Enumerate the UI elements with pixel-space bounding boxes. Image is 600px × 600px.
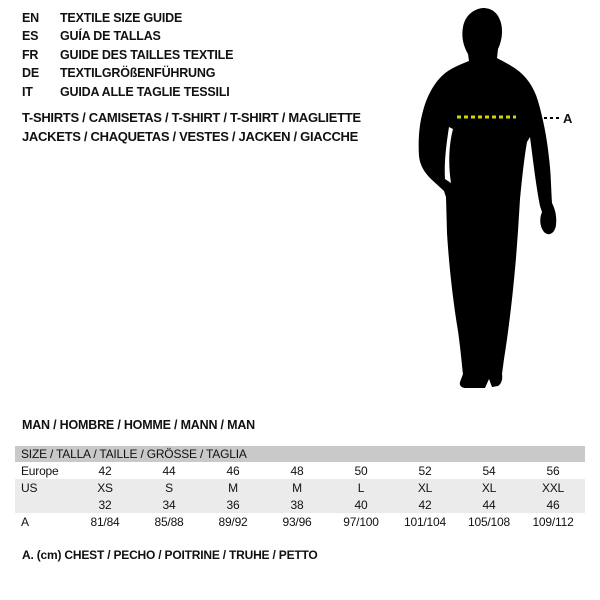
- table-cell: M: [201, 479, 265, 496]
- man-figure: [400, 0, 600, 410]
- table-cell: 56: [546, 463, 560, 478]
- table-cell: 40: [329, 496, 393, 513]
- table-cell: 42: [98, 463, 112, 478]
- category-line-tshirts: T-SHIRTS / CAMISETAS / T-SHIRT / T-SHIRT / MAGLIETTE: [22, 110, 361, 125]
- row-label: Europe: [21, 463, 59, 478]
- size-table: [15, 446, 585, 530]
- table-cell: 32: [73, 496, 137, 513]
- lang-code: DE: [22, 66, 39, 81]
- table-cell: 46: [226, 463, 240, 478]
- table-cell: XL: [393, 479, 457, 496]
- section-title-man: MAN / HOMBRE / HOMME / MANN / MAN: [22, 418, 255, 432]
- table-cell: 93/96: [282, 514, 312, 529]
- lang-text: GUIDE DES TAILLES TEXTILE: [60, 47, 234, 62]
- table-cell: 34: [137, 496, 201, 513]
- table-cell: 50: [354, 463, 368, 478]
- lang-text: GUIDA ALLE TAGLIE TESSILI: [60, 84, 230, 99]
- table-cell: 44: [162, 463, 176, 478]
- row-label: A: [21, 514, 29, 529]
- lang-row-it: [22, 83, 233, 101]
- measurement-footnote: A. (cm) CHEST / PECHO / POITRINE / TRUHE / PETTO: [22, 548, 318, 562]
- table-row-us: [15, 479, 585, 496]
- lang-code: IT: [22, 84, 33, 99]
- table-cell: 105/108: [468, 514, 510, 529]
- size-table-header: SIZE / TALLA / TAILLE / GRÖSSE / TAGLIA: [15, 446, 585, 462]
- table-cell: 109/112: [532, 514, 574, 529]
- table-cell: L: [329, 479, 393, 496]
- table-row-alt-size: [15, 496, 585, 513]
- table-cell: 97/100: [343, 514, 379, 529]
- table-cell: 52: [418, 463, 432, 478]
- lang-row-fr: [22, 46, 233, 64]
- lang-row-es: [22, 27, 233, 45]
- lang-text: TEXTILE SIZE GUIDE: [60, 11, 183, 25]
- lang-text: GUÍA DE TALLAS: [60, 29, 161, 44]
- table-cell: XXL: [521, 479, 585, 496]
- row-label: [15, 496, 73, 513]
- man-silhouette: [419, 8, 557, 388]
- table-cell: XL: [457, 479, 521, 496]
- table-cell: 48: [290, 463, 304, 478]
- table-cell: 81/84: [90, 514, 120, 529]
- lang-text: TEXTILGRÖßENFÜHRUNG: [60, 66, 216, 81]
- table-cell: 46: [521, 496, 585, 513]
- garment-categories: [22, 109, 361, 146]
- table-cell: 54: [482, 463, 496, 478]
- lang-code: FR: [22, 47, 39, 62]
- table-row-europe: [15, 462, 585, 479]
- language-list: [22, 9, 233, 101]
- table-cell: M: [265, 479, 329, 496]
- table-cell: 44: [457, 496, 521, 513]
- table-cell: 89/92: [218, 514, 248, 529]
- lang-row-de: [22, 64, 233, 82]
- table-cell: XS: [73, 479, 137, 496]
- table-cell: 36: [201, 496, 265, 513]
- table-cell: 38: [265, 496, 329, 513]
- measure-label-a: A: [563, 111, 573, 126]
- lang-row-en: [22, 9, 233, 27]
- table-cell: S: [137, 479, 201, 496]
- row-label: US: [15, 479, 73, 496]
- table-cell: 101/104: [404, 514, 446, 529]
- table-cell: 85/88: [154, 514, 184, 529]
- lang-code: ES: [22, 29, 39, 44]
- table-cell: 42: [393, 496, 457, 513]
- lang-code: EN: [22, 11, 39, 25]
- category-line-jackets: JACKETS / CHAQUETAS / VESTES / JACKEN / GIACCHE: [22, 128, 358, 144]
- table-row-chest-a: [15, 513, 585, 530]
- size-table-header-row: [15, 446, 585, 462]
